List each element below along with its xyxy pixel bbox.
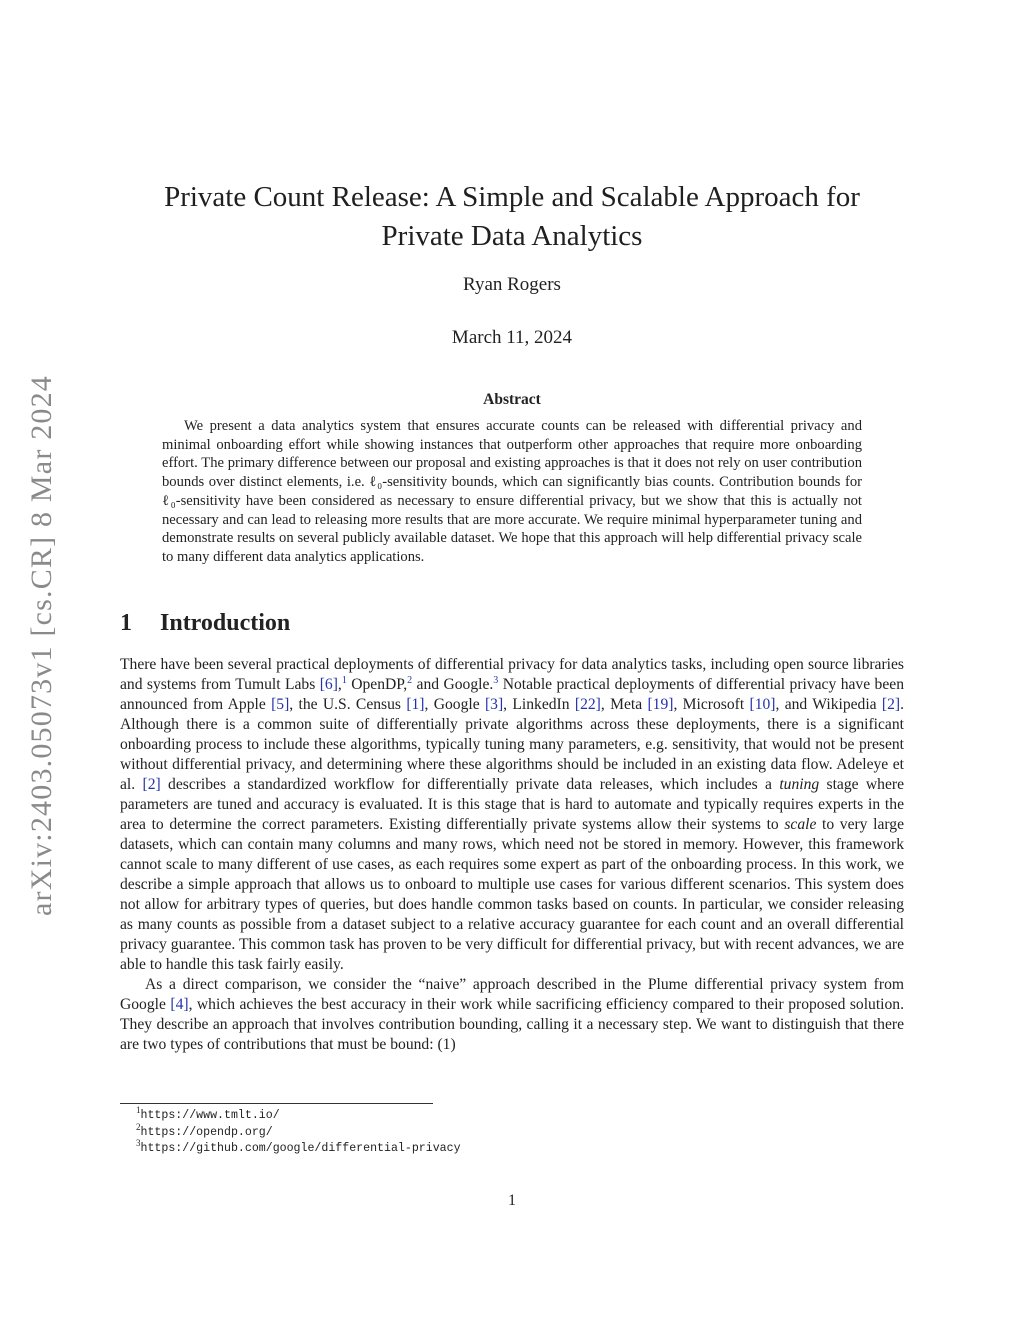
citation-link[interactable]: [2] bbox=[881, 696, 901, 713]
text-run: OpenDP, bbox=[346, 676, 408, 693]
text-run: describes a standardized workflow for differentially private data releases, which includes a bbox=[160, 776, 780, 793]
text-run: to very large datasets, which can contain many columns and many rows, which need not be stored in memory. However, this framework cannot scale to many different of use cases, as each requires some expert as part of the onboarding process. In this work, we describe a simple approach that allows us to onboard to multiple use cases for various different scenarios. This system does not allow for arbitrary types of queries, but does handle common tasks based on counts. In particular, we consider releasing as many counts as possible from a dataset subject to a relative accuracy guarantee for each count and an overall differential privacy guarantee. This common task has proven to be very difficult for differential privacy, but with recent advances, we are able to handle this task fairly easily. bbox=[120, 816, 904, 973]
author: Ryan Rogers bbox=[463, 274, 561, 295]
text-run: , Google bbox=[424, 696, 485, 713]
citation-link[interactable]: [3] bbox=[484, 696, 504, 713]
text-run: As a direct comparison, we consider the “naive” approach described in the Plume differential privacy system from Google bbox=[120, 976, 904, 1013]
section-title: Introduction bbox=[160, 610, 291, 636]
text-run: Notable practical deployments of differential privacy have been announced from Apple bbox=[120, 676, 904, 713]
text-run: , and Wikipedia bbox=[775, 696, 882, 713]
text-run: , Microsoft bbox=[673, 696, 750, 713]
footnotes bbox=[136, 1107, 461, 1157]
text-run: , Meta bbox=[600, 696, 648, 713]
footnote-ref[interactable]: 1 bbox=[341, 674, 347, 686]
paragraph-2 bbox=[120, 975, 904, 1055]
abstract-heading: Abstract bbox=[483, 391, 541, 408]
emphasis: scale bbox=[784, 816, 817, 833]
footnote-mark: 3 bbox=[136, 1138, 141, 1149]
section-number: 1 bbox=[120, 610, 132, 636]
text-run: , LinkedIn bbox=[503, 696, 575, 713]
footnote-url-link[interactable]: https://github.com/google/differential-privacy bbox=[140, 1142, 461, 1156]
citation-link[interactable]: [5] bbox=[271, 696, 290, 713]
section-body bbox=[120, 655, 904, 1055]
text-run: stage where parameters are tuned and accuracy is evaluated. It is this stage that is hard to automate and typically requires experts in the area to determine the correct parameters. Existing differentially private systems allow their systems to bbox=[120, 776, 904, 833]
footnote-url-link[interactable]: https://www.tmlt.io/ bbox=[140, 1109, 280, 1122]
text-run: There have been several practical deployments of differential privacy for data analytics tasks, including open source libraries and systems from Tumult Labs bbox=[120, 656, 904, 693]
footnote-divider bbox=[120, 1103, 433, 1104]
abstract-text: We present a data analytics system that ensures accurate counts can be released with differential privacy and minimal onboarding effort while showing instances that outperform other approaches that require more onboarding effort. The primary difference between our proposal and existing approaches is that it does not rely on user contribution bounds over distinct elements, i.e. ℓ₀-sensitivity bounds, which can significantly bias counts. Contribution bounds for ℓ₀-sensitivity have been considered as necessary to ensure differential privacy, but we show that this is actually not necessary and can lead to releasing more results that are more accurate. We require minimal hyperparameter tuning and demonstrate results on several publicly available dataset. We hope that this approach will help differential privacy scale to many different data analytics applications. bbox=[162, 418, 862, 565]
citation-link[interactable]: [2] bbox=[142, 776, 161, 793]
citation-link[interactable]: [10] bbox=[749, 696, 776, 713]
section-heading bbox=[120, 610, 290, 637]
citation-link[interactable]: [4] bbox=[170, 996, 189, 1013]
title-line-1: Private Count Release: A Simple and Scalable Approach for bbox=[164, 181, 860, 213]
footnote-url-link[interactable]: https://opendp.org/ bbox=[140, 1125, 273, 1139]
paper-title bbox=[120, 178, 904, 256]
footnote-3 bbox=[136, 1140, 461, 1157]
footnote-1 bbox=[136, 1107, 461, 1124]
text-run: , bbox=[337, 676, 342, 693]
paragraph-1 bbox=[120, 655, 904, 975]
footnote-mark: 2 bbox=[136, 1121, 141, 1132]
title-line-2: Private Data Analytics bbox=[381, 220, 643, 252]
emphasis: tuning bbox=[779, 776, 820, 793]
text-run: , the U.S. Census bbox=[289, 696, 407, 713]
text-run: and Google. bbox=[412, 676, 494, 693]
footnote-ref[interactable]: 3 bbox=[493, 674, 499, 686]
citation-link[interactable]: [6] bbox=[319, 676, 338, 693]
footnote-2 bbox=[136, 1121, 461, 1141]
arxiv-identifier: arXiv:2403.05073v1 [cs.CR] 8 Mar 2024 bbox=[25, 374, 58, 916]
citation-link[interactable]: [1] bbox=[406, 696, 425, 713]
footnote-mark: 1 bbox=[136, 1105, 141, 1115]
citation-link[interactable]: [19] bbox=[647, 696, 674, 713]
publication-date: March 11, 2024 bbox=[451, 327, 573, 348]
text-run: . Although there is a common suite of differentially private algorithms across these deployments, there is a significant onboarding process to include these algorithms, typically tuning many parameters, e.g. sensitivity, that would not be present without differential privacy, and determining where these algorithms should be included in an existing data flow. Adeleye et al. bbox=[120, 696, 905, 793]
text-run: , which achieves the best accuracy in their work while sacrificing efficiency compared to their proposed solution. They describe an approach that involves contribution bounding, calling it a necessary step. We want to distinguish that there are two types of contributions that must be bound: (1) bbox=[120, 996, 904, 1053]
footnote-ref[interactable]: 2 bbox=[407, 674, 413, 686]
page-number: 1 bbox=[508, 1192, 516, 1209]
citation-link[interactable]: [22] bbox=[574, 696, 601, 713]
